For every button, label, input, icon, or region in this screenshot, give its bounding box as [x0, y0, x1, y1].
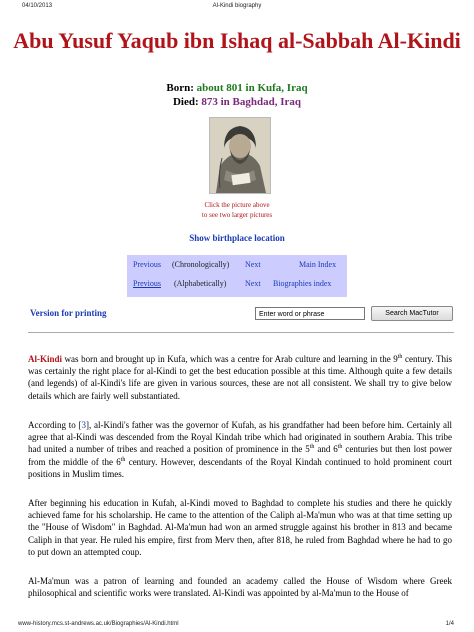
portrait-drawing — [210, 118, 270, 193]
p2-text-c: and 6 — [314, 444, 338, 455]
p2-sup-2: th — [337, 444, 343, 451]
caption-line-2: to see two larger pictures — [201, 211, 273, 219]
divider — [28, 332, 454, 333]
reference-link[interactable]: 3 — [81, 420, 86, 430]
print-header — [0, 0, 474, 12]
alphabetical-label: (Alphabetically) — [174, 279, 227, 288]
page-number: 1/4 — [445, 621, 454, 627]
died-value: 873 in Baghdad, Iraq — [201, 96, 302, 108]
previous-chronological-link[interactable]: Previous — [133, 260, 161, 269]
version-for-printing-link[interactable]: Version for printing — [30, 308, 107, 318]
p2-sup-3: th — [120, 456, 126, 463]
search-input[interactable]: Enter word or phrase — [255, 307, 365, 320]
died-line — [0, 96, 474, 108]
previous-alphabetical-link[interactable]: Previous — [133, 279, 161, 288]
p2-text-b: ], al-Kindi's father was the governor of Kufah, as his grandfather had been before him. Certainly all agree that al-Kindi was descended from the Royal Kindah tribe which had originated in southern Arabia. This tribe had united a number of tribes and reached a position of prominence in the 5 — [28, 420, 453, 455]
navigation-box — [127, 255, 347, 297]
biographies-index-link[interactable]: Biographies index — [273, 279, 332, 288]
print-url: www-history.mcs.st-andrews.ac.uk/Biographies/Al-Kindi.html — [18, 621, 179, 627]
caption-line-1: Click the picture above — [204, 201, 270, 209]
paragraph-4: Al-Ma'mun was a patron of learning and founded an academy called the House of Wisdom where Greek philosophical and scientific works were translated. Al-Kindi was appointed by al-Ma'mun to the House of — [28, 576, 452, 599]
main-index-link[interactable]: Main Index — [299, 260, 337, 269]
print-title: Al-Kindi biography — [212, 3, 262, 9]
next-alphabetical-link[interactable]: Next — [245, 279, 261, 288]
show-birthplace-link[interactable]: Show birthplace location — [189, 233, 285, 243]
p2-text-d: centuries but then lost power from the middle of the 6 — [28, 444, 452, 467]
p1-text-a: was born and brought up in Kufa, which was a centre for Arab culture and learning in the 9 — [62, 354, 398, 364]
born-label: Born: — [166, 82, 194, 94]
p2-text-a: According to [ — [28, 420, 82, 430]
page-title: Abu Yusuf Yaqub ibn Ishaq al-Sabbah Al-Kindi — [13, 28, 461, 53]
nav-row-chronological — [127, 260, 347, 274]
search-button[interactable]: Search MacTutor — [371, 306, 453, 321]
born-value: about 801 in Kufa, Iraq — [196, 82, 308, 94]
p1-text-b: century. This was certainly the right place for al-Kindi to get the best education possible at this time. Although quite a few details (and legends) of al-Kindi's life are given in various sources, these are not all consistent. We shall try to give below details which are fairly well substantiated. — [28, 354, 452, 401]
portrait-caption — [0, 200, 474, 220]
p1-sup: th — [397, 354, 403, 360]
subject-name: Al-Kindi — [28, 354, 63, 364]
next-chronological-link[interactable]: Next — [245, 260, 261, 269]
p2-text-e: century. However, descendants of the Royal Kindah continued to hold prominent court positions in Muslim times. — [28, 456, 452, 479]
born-line — [0, 82, 474, 94]
nav-row-alphabetical — [127, 279, 347, 293]
print-footer — [0, 618, 474, 632]
portrait-image[interactable] — [209, 117, 271, 194]
print-date: 04/10/2013 — [22, 3, 53, 9]
died-label: Died: — [172, 96, 199, 108]
paragraph-2 — [28, 419, 452, 480]
paragraph-3: After beginning his education in Kufah, al-Kindi moved to Baghdad to complete his studies and there he quickly achieved fame for his scholarship. He came to the attention of the Caliph al-Ma'mun who was at that time setting up the "House of Wisdom" in Baghdad. Al-Ma'mun had won an armed struggle against his brother in 813 and became Caliph in that year. He ruled his empire, first from Merv then, after 818, he ruled from Baghdad where he had to go to put down an attempted coup. — [28, 498, 452, 557]
chronological-label: (Chronologically) — [172, 260, 230, 269]
paragraph-1 — [28, 353, 452, 402]
p2-sup-1: th — [309, 444, 315, 451]
